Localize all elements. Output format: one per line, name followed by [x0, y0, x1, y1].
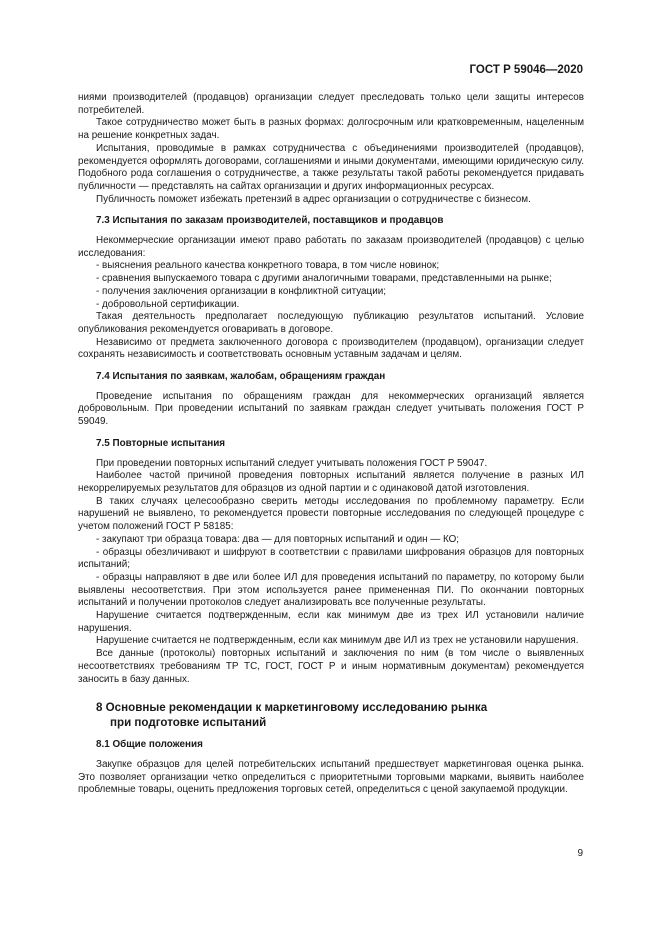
paragraph: Проведение испытания по обращениям граждан для некоммерческих организаций является добровольным. При проведении испытаний по заявкам граждан следует учитывать положения ГОСТ Р 59049. — [78, 390, 584, 428]
document-id-header: ГОСТ Р 59046—2020 — [469, 64, 583, 76]
list-item: - добровольной сертификации. — [96, 298, 240, 310]
section-heading-8 — [78, 701, 584, 730]
section-heading-8-line1: 8 Основные рекомендации к маркетинговому исследованию рынка — [96, 701, 488, 715]
section-heading-8-1: 8.1 Общие положения — [96, 739, 203, 751]
paragraph: Все данные (протоколы) повторных испытаний и заключения по ним (в том числе о выявленных несоответствиях требованиям ТР ТС, ГОСТ, ГОСТ Р и иным нормативным документам) рекомендуется заносить в базу данных. — [78, 648, 584, 685]
section-heading-7-4: 7.4 Испытания по заявкам, жалобам, обращениям граждан — [96, 371, 386, 383]
paragraph: Испытания, проводимые в рамках сотрудничества с объединениями производителей (продавцов), рекомендуется оформлять договорами, соглашениями и иными документами, имеющими юридическую силу. Подобного рода соглашения о сотрудничестве, а также результаты такой работы рекомендуется придавать публичности — представлять на сайтах организации и других информационных ресурсах. — [78, 142, 584, 192]
document-body — [78, 92, 584, 797]
list-item: - сравнения выпускаемого товара с другими аналогичными товарами, представленными на рынке; — [96, 273, 552, 285]
section-heading-8-line2: при подготовке испытаний — [110, 715, 267, 729]
list-item: - закупают три образца товара: два — для повторных испытаний и один — КО; — [96, 533, 460, 545]
list-item: - выяснения реального качества конкретного товара, в том числе новинок; — [96, 260, 440, 272]
paragraph: Закупке образцов для целей потребительских испытаний предшествует маркетинговая оценка рынка. Это позволяет организации четко определиться с приоритетными торговыми марками, выявить наиболее проблемные товары, оценить предложения торговых сетей, определиться с ценой закупаемой продукции. — [78, 758, 584, 796]
paragraph: Некоммерческие организации имеют право работать по заказам производителей (продавцов) с целью исследования: — [78, 235, 584, 259]
list-item: - образцы обезличивают и шифруют в соответствии с правилами шифрования образцов для повторных испытаний; — [78, 546, 584, 571]
paragraph: Независимо от предмета заключенного договора с производителем (продавцом), организации следует сохранять независимость и соответствовать основным уставным задачам и целям. — [78, 336, 584, 361]
paragraph: Такое сотрудничество может быть в разных формах: долгосрочным или кратковременным, нацеленным на решение конкретных задач. — [78, 117, 584, 142]
section-heading-7-5: 7.5 Повторные испытания — [96, 437, 226, 449]
list-item: - образцы направляют в две или более ИЛ для проведения испытаний по параметру, по которому были выявлены несоответствия. При этом используется ранее примененная ПИ. По окончании повторных испытаний и получении протоколов следует анализировать все полученные результаты. — [78, 571, 584, 609]
paragraph: Наиболее частой причиной проведения повторных испытаний является получение в разных ИЛ некоррелируемых результатов для образцов из одной партии и с одинаковой датой изготовления. — [78, 470, 584, 494]
paragraph: Публичность поможет избежать претензий в адрес организации о сотрудничестве с бизнесом. — [96, 193, 531, 205]
page-number: 9 — [577, 848, 583, 859]
section-heading-7-3: 7.3 Испытания по заказам производителей, поставщиков и продавцов — [96, 215, 444, 227]
paragraph: Нарушение считается не подтвержденным, если как минимум две ИЛ из трех не установили нарушения. — [96, 635, 579, 647]
paragraph: ниями производителей (продавцов) организации следует преследовать только цели защиты интересов потребителей. — [78, 92, 584, 116]
paragraph: При проведении повторных испытаний следует учитывать положения ГОСТ Р 59047. — [96, 457, 488, 469]
list-item: - получения заключения организации в конфликтной ситуации; — [96, 285, 386, 297]
paragraph: В таких случаях целесообразно сверить методы исследования по проблемному параметру. Если нарушений не выявлено, то рекомендуется провести повторные исследования по следующей процедуре с учетом положений ГОСТ Р 58185: — [78, 495, 584, 533]
paragraph: Нарушение считается подтвержденным, если как минимум две из трех ИЛ установили наличие нарушения. — [78, 610, 584, 634]
paragraph: Такая деятельность предполагает последующую публикацию результатов испытаний. Условие опубликования рекомендуется оговаривать в договоре. — [78, 311, 584, 335]
